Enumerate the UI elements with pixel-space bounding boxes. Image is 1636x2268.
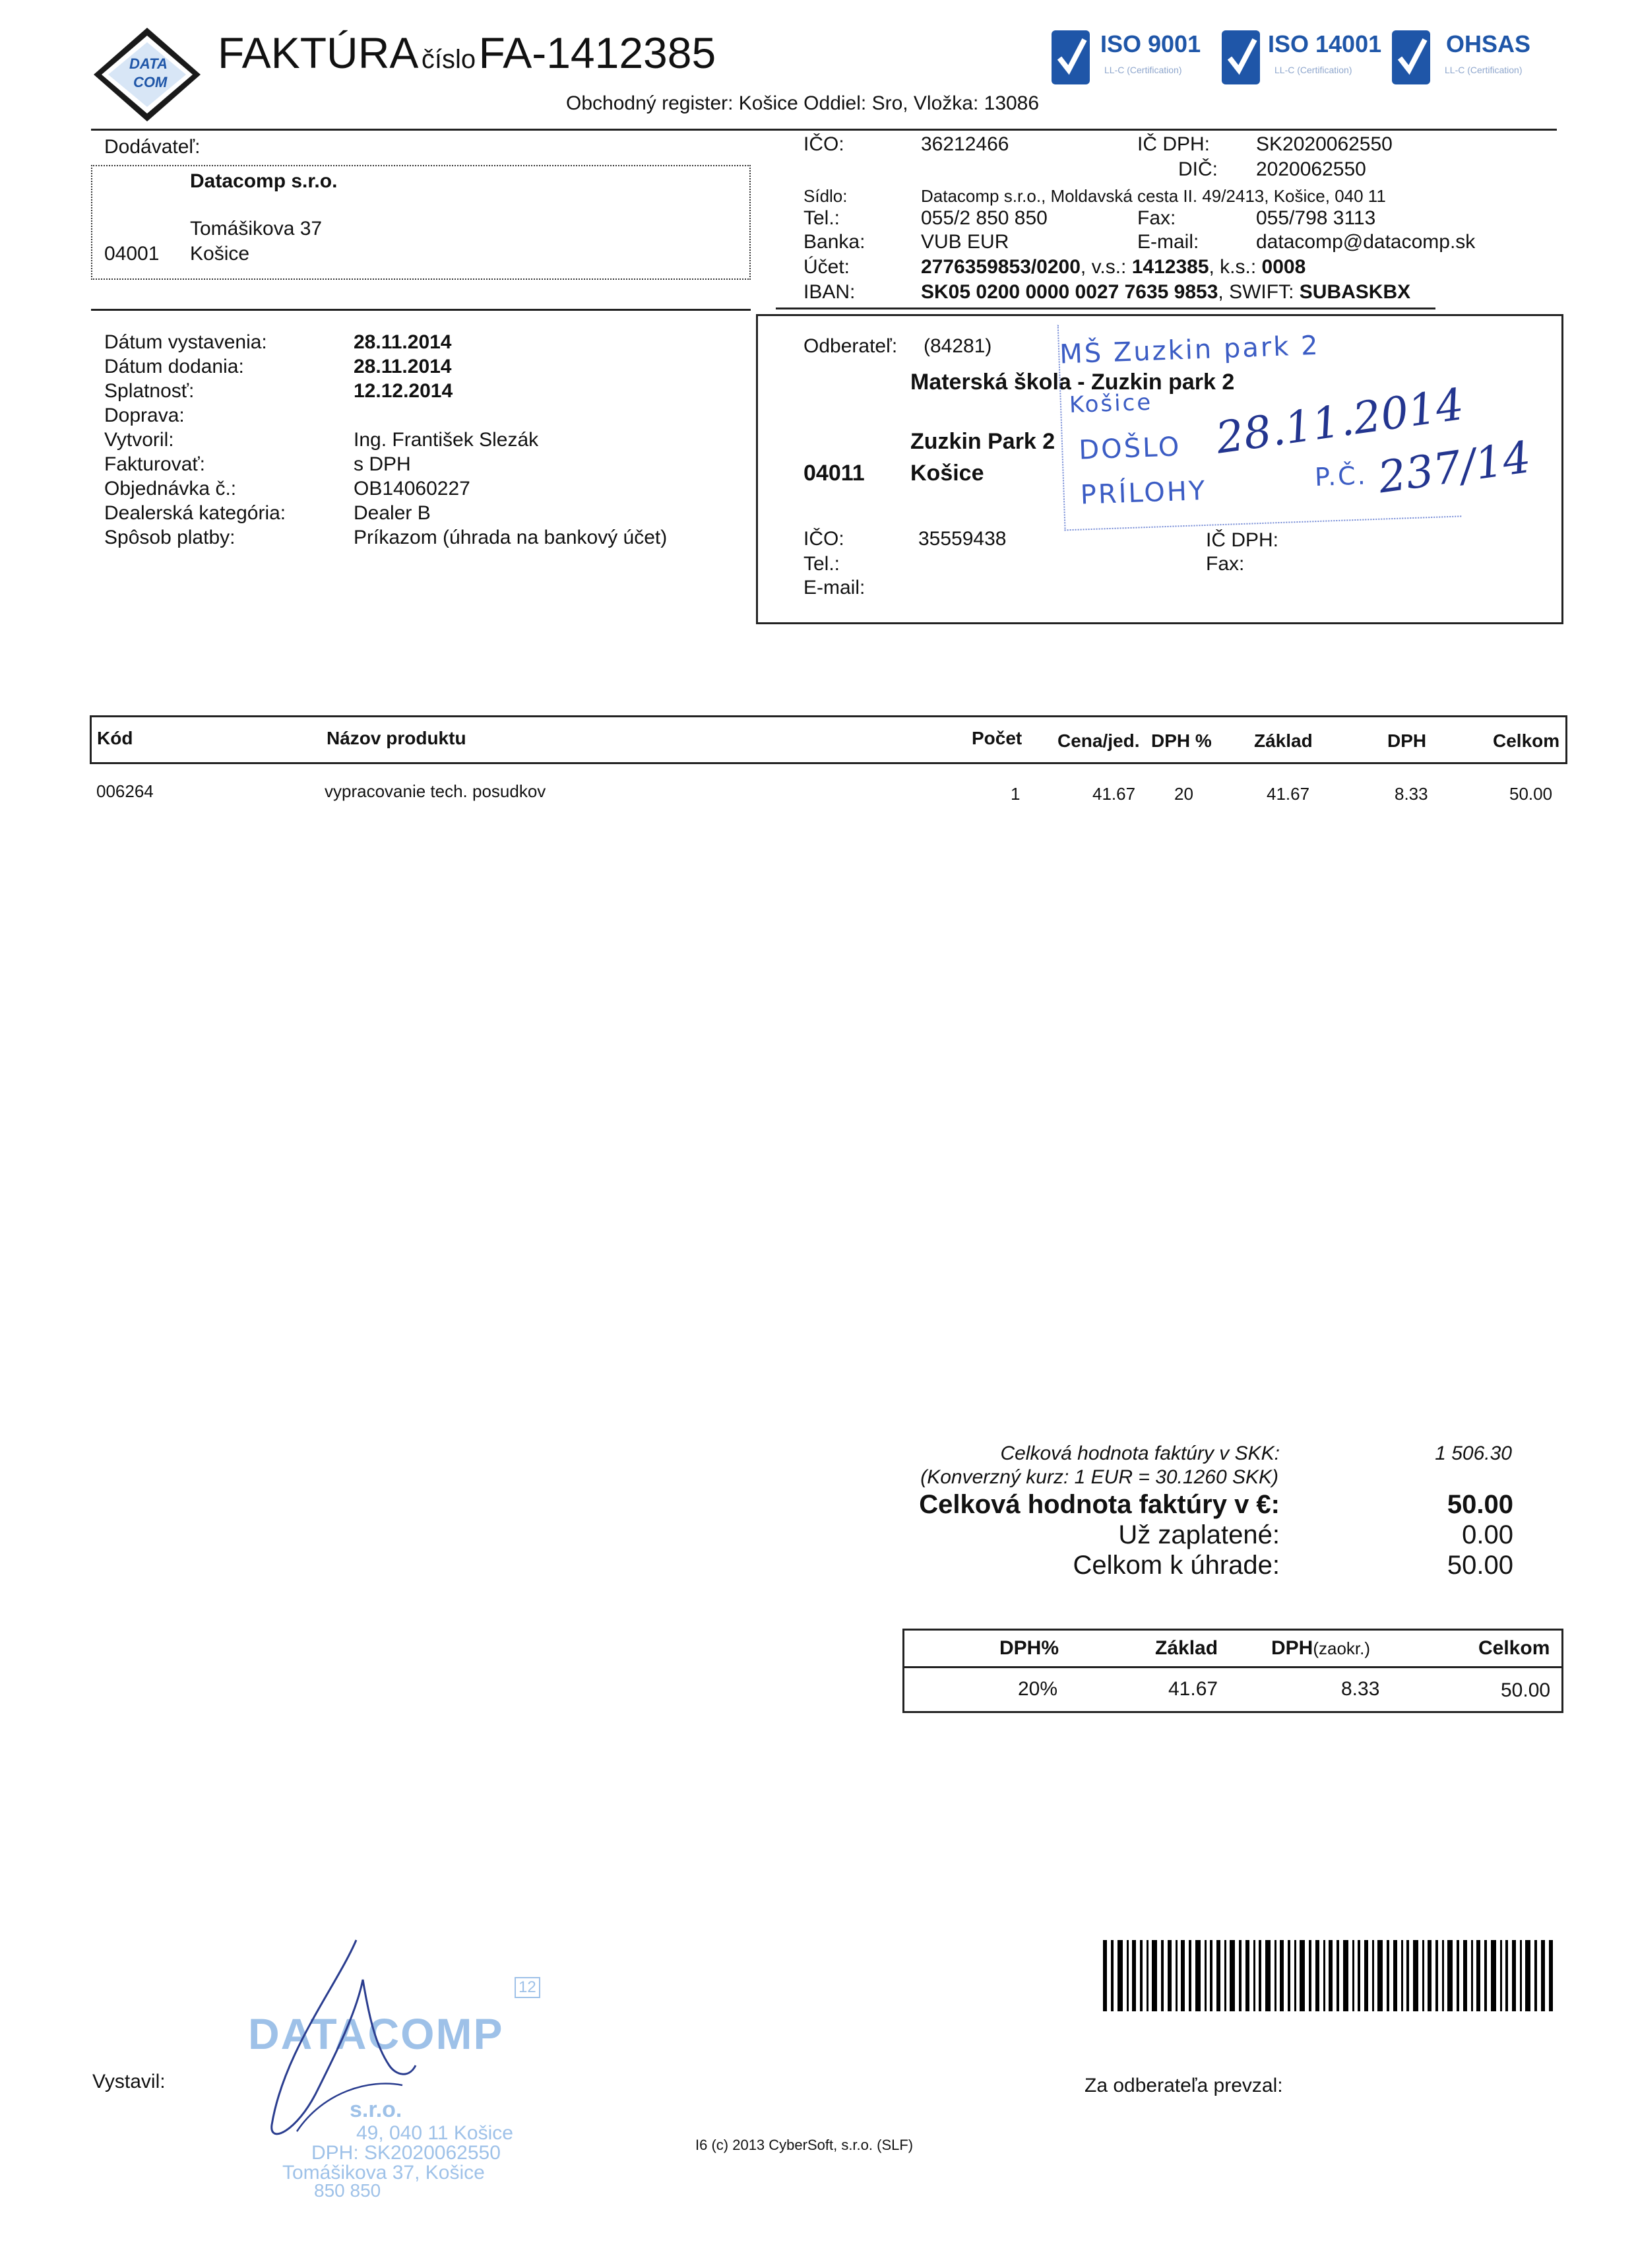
cell-vat-pct: 20 — [1174, 784, 1193, 804]
handwritten-number: 237/14 — [1375, 431, 1534, 503]
cell-total: 50.00 — [1509, 784, 1553, 804]
supplier-icdph-label: IČ DPH: — [1137, 133, 1211, 155]
signature — [257, 1933, 429, 2151]
stamp-text-2: 49, 040 11 Košice — [356, 2122, 513, 2144]
detail-row — [104, 380, 764, 405]
supplier-street: Tomášikova 37 — [190, 218, 323, 240]
skk-value: 1 506.30 — [1435, 1442, 1512, 1464]
supplier-icdph: SK2020062550 — [1256, 133, 1393, 155]
cert-sub: LL-C (Certification) — [1104, 65, 1182, 75]
received-by-label: Za odberateľa prevzal: — [1085, 2075, 1283, 2096]
detail-label: Vytvoril: — [104, 429, 174, 451]
detail-label: Objednávka č.: — [104, 478, 237, 500]
detail-value: 12.12.2014 — [354, 380, 453, 402]
vat-cell-total: 50.00 — [1501, 1679, 1551, 1701]
stamp-logo: DATACOMP — [248, 2009, 504, 2058]
detail-row — [104, 331, 764, 356]
logo-text-data: DATA — [129, 55, 168, 72]
supplier-tel-label: Tel.: — [803, 207, 840, 229]
supplier-fax: 055/798 3113 — [1256, 207, 1376, 229]
vat-cell-base: 41.67 — [1168, 1678, 1218, 1700]
supplier-bank-label: Banka: — [803, 231, 865, 253]
issued-by-label: Vystavil: — [92, 2071, 166, 2092]
col-code: Kód — [97, 728, 133, 748]
supplier-fax-label: Fax: — [1137, 207, 1176, 229]
supplier-tel: 055/2 850 850 — [921, 207, 1048, 229]
supplier-label: Dodávateľ: — [104, 136, 201, 158]
eur-value: 50.00 — [1447, 1490, 1513, 1519]
customer-email-label: E-mail: — [803, 577, 865, 599]
detail-row — [104, 502, 764, 527]
detail-row — [104, 405, 764, 429]
cell-base: 41.67 — [1267, 784, 1310, 804]
vat-col-pct: DPH% — [999, 1637, 1059, 1659]
stamp-text-1: s.r.o. — [350, 2097, 402, 2122]
swift-value: SUBASKBX — [1299, 281, 1411, 303]
customer-ico: 35559438 — [918, 528, 1007, 550]
cert-title: OHSAS — [1446, 30, 1531, 57]
due-value: 50.00 — [1447, 1551, 1513, 1580]
detail-value: s DPH — [354, 453, 411, 475]
supplier-account-label: Účet: — [803, 256, 850, 278]
vat-col-total: Celkom — [1478, 1637, 1550, 1659]
cert-title: ISO 9001 — [1100, 30, 1201, 57]
paid-value: 0.00 — [1462, 1520, 1513, 1549]
cert-sub: LL-C (Certification) — [1274, 65, 1352, 75]
stamp-badge: 12 — [515, 1977, 540, 1998]
supplier-zip: 04001 — [104, 243, 160, 265]
swift-label: , SWIFT: — [1218, 281, 1294, 303]
vat-summary-table — [902, 1629, 1563, 1713]
customer-fax-label: Fax: — [1206, 553, 1245, 575]
title-small: číslo — [421, 45, 476, 74]
vat-cell-pct: 20% — [1018, 1678, 1058, 1700]
col-unit-price: Cena/jed. — [1057, 730, 1140, 751]
customer-tel-label: Tel.: — [803, 553, 840, 575]
eur-label: Celková hodnota faktúry v €: — [919, 1490, 1280, 1519]
detail-label: Dátum dodania: — [104, 356, 244, 377]
detail-value: Ing. František Slezák — [354, 429, 539, 451]
customer-city: Košice — [910, 461, 984, 486]
cert-iso9001 — [1052, 30, 1223, 90]
handwritten-date: 28.11.2014 — [1212, 378, 1467, 464]
detail-value: OB14060227 — [354, 478, 470, 500]
stamp-text-4: Tomášikova 37, Košice — [282, 2162, 485, 2184]
supplier-dic-label: DIČ: — [1178, 158, 1218, 180]
stamp-line2: Košice — [1069, 389, 1153, 419]
invoice-number: FA-1412385 — [478, 28, 716, 77]
software-credit: I6 (c) 2013 CyberSoft, s.r.o. (SLF) — [695, 2137, 914, 2153]
col-name: Názov produktu — [327, 728, 466, 748]
customer-label: Odberateľ: — [803, 335, 898, 357]
supplier-bank: VUB EUR — [921, 231, 1009, 253]
items-header — [90, 715, 1567, 764]
vat-col-vat-suffix: (zaokr.) — [1313, 1638, 1371, 1658]
customer-street: Zuzkin Park 2 — [910, 429, 1055, 454]
cert-title: ISO 14001 — [1268, 30, 1382, 57]
stamp-pc: P.Č. — [1314, 461, 1368, 492]
barcode — [1103, 1940, 1556, 2011]
detail-row — [104, 429, 764, 453]
detail-row — [104, 356, 764, 380]
check-icon — [1052, 30, 1090, 84]
supplier-divider-left — [91, 309, 751, 311]
logo-text-com: COM — [133, 74, 168, 90]
stamp-text-5: 850 850 — [314, 2180, 381, 2201]
ks-value: 0008 — [1261, 256, 1306, 278]
header-divider — [91, 129, 1557, 131]
stamp-line3: DOŠLO — [1078, 432, 1182, 466]
supplier-divider-right — [776, 308, 1435, 309]
detail-row — [104, 478, 764, 502]
supplier-dic: 2020062550 — [1256, 158, 1366, 180]
table-row — [90, 781, 1567, 808]
cert-ohsas — [1392, 30, 1563, 90]
supplier-name: Datacomp s.r.o. — [190, 170, 338, 192]
vat-summary-divider — [904, 1666, 1561, 1668]
due-label: Celkom k úhrade: — [1073, 1551, 1280, 1580]
customer-icdph-label: IČ DPH: — [1206, 529, 1279, 551]
supplier-account: 2776359853/0200 — [921, 256, 1081, 278]
customer-ico-label: IČO: — [803, 528, 844, 550]
detail-label: Splatnosť: — [104, 380, 195, 402]
vs-value: 1412385 — [1131, 256, 1209, 278]
detail-value: Príkazom (úhrada na bankový účet) — [354, 527, 668, 548]
items-table — [90, 715, 1567, 821]
vat-cell-vat: 8.33 — [1341, 1678, 1380, 1700]
vat-col-vat — [1271, 1637, 1370, 1660]
customer-zip: 04011 — [803, 461, 865, 486]
supplier-email: datacomp@datacomp.sk — [1256, 231, 1476, 253]
col-total: Celkom — [1493, 730, 1560, 751]
detail-value: 28.11.2014 — [354, 331, 452, 353]
detail-value: 28.11.2014 — [354, 356, 452, 377]
col-base: Základ — [1254, 730, 1313, 751]
col-vat: DPH — [1387, 730, 1427, 751]
rate-note: (Konverzný kurz: 1 EUR = 30.1260 SKK) — [920, 1466, 1278, 1488]
supplier-iban: SK05 0200 0000 0027 7635 9853 — [921, 281, 1218, 303]
detail-label: Spôsob platby: — [104, 527, 236, 548]
supplier-account-line — [921, 256, 1306, 278]
cell-unit-price: 41.67 — [1092, 784, 1136, 804]
check-icon — [1222, 30, 1260, 84]
page-title — [218, 28, 716, 78]
detail-row — [104, 527, 764, 551]
supplier-sidlo: Datacomp s.r.o., Moldavská cesta II. 49/2413, Košice, 040 11 — [921, 186, 1386, 206]
supplier-ico: 36212466 — [921, 133, 1009, 155]
company-logo — [91, 25, 203, 124]
stamp-text-3: DPH: SK2020062550 — [311, 2142, 501, 2164]
supplier-sidlo-label: Sídlo: — [803, 186, 848, 206]
customer-name: Materská škola - Zuzkin park 2 — [910, 370, 1235, 395]
cell-code: 006264 — [96, 781, 154, 801]
paid-label: Už zaplatené: — [1118, 1520, 1280, 1549]
supplier-ico-label: IČO: — [803, 133, 844, 155]
stamp-line4: PRÍLOHY — [1079, 475, 1208, 511]
detail-row — [104, 453, 764, 478]
detail-label: Fakturovať: — [104, 453, 205, 475]
detail-value: Dealer B — [354, 502, 431, 524]
cert-sub: LL-C (Certification) — [1445, 65, 1523, 75]
skk-label: Celková hodnota faktúry v SKK: — [1000, 1442, 1280, 1464]
title-main: FAKTÚRA — [218, 28, 419, 77]
col-qty: Počet — [972, 728, 1022, 748]
supplier-iban-label: IBAN: — [803, 281, 856, 303]
supplier-city: Košice — [190, 243, 250, 265]
totals-block — [858, 1442, 1570, 1614]
cell-qty: 1 — [1011, 784, 1021, 804]
cell-name: vypracovanie tech. posudkov — [325, 781, 546, 801]
received-stamp — [1057, 311, 1534, 531]
col-vat-pct: DPH % — [1151, 730, 1212, 751]
vat-col-base: Základ — [1155, 1637, 1218, 1659]
supplier-email-label: E-mail: — [1137, 231, 1199, 253]
detail-label: Dealerská kategória: — [104, 502, 286, 524]
customer-code: (84281) — [924, 335, 992, 357]
vat-col-vat-label: DPH — [1271, 1637, 1313, 1659]
stamp-line1: MŠ Zuzkin park 2 — [1059, 330, 1321, 370]
cell-vat: 8.33 — [1395, 784, 1428, 804]
detail-label: Dátum vystavenia: — [104, 331, 267, 353]
supplier-iban-line — [921, 281, 1410, 304]
register-line: Obchodný register: Košice Oddiel: Sro, Vložka: 13086 — [566, 92, 1040, 114]
detail-label: Doprava: — [104, 405, 185, 426]
vs-label: , v.s.: — [1080, 256, 1127, 278]
cert-iso14001 — [1222, 30, 1393, 90]
check-icon — [1392, 30, 1430, 84]
ks-label: , k.s.: — [1209, 256, 1257, 278]
